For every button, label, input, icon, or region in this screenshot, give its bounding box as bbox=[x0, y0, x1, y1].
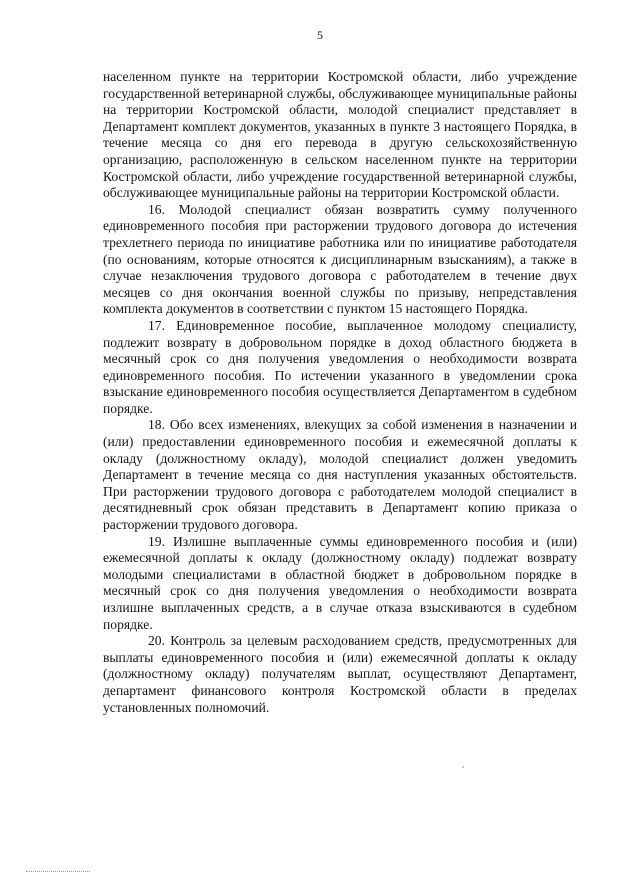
paragraph-16: 16. Молодой специалист обязан возвратить сумму полученного единовременного пособия при расторжении трудового договора до истечения трехлетнего периода по инициативе работника или по инициативе работодателя (по основаниям, которые относятся к дисциплинарным взысканиям), а также в случае незаключения трудового договора с работодателем в течение двух месяцев со дня окончания военной службы по призыву, непредставления комплекта документов в соответствии с пунктом 15 настоящего Порядка. bbox=[103, 201, 577, 317]
paragraph-15-continuation: населенном пункте на территории Костромской области, либо учреждение государственной ветеринарной службы, обслуживающее муниципальные районы на территории Костромской области, молодой специалист представляет в Департамент комплект документов, указанных в пункте 3 настоящего Порядка, в течение месяца со дня его перевода в другую сельскохозяйственную организацию, расположенную в сельском населенном пункте на территории Костромской области, либо учреждение государственной ветеринарной службы, обслуживающее муниципальные районы на территории Костромской области. bbox=[103, 69, 577, 201]
paragraph-19: 19. Излишне выплаченные суммы единовременного пособия и (или) ежемесячной доплаты к окладу (должностному окладу) подлежат возврату молодыми специалистами в областной бюджет в добровольном порядке в месячный срок со дня получения уведомления о необходимости возврата излишне выплаченных средств, а в случае отказа взыскиваются в судебном порядке. bbox=[103, 533, 577, 632]
paragraph-17: 17. Единовременное пособие, выплаченное молодому специалисту, подлежит возврату в добровольном порядке в доход областного бюджета в месячный срок со дня получения уведомления о необходимости возврата единовременного пособия. По истечении указанного в уведомлении срока взыскание единовременного пособия осуществляется Департаментом в судебном порядке. bbox=[103, 317, 577, 416]
footer-rule bbox=[26, 871, 90, 872]
page-number: 5 bbox=[317, 28, 323, 42]
paragraph-20: 20. Контроль за целевым расходованием средств, предусмотренных для выплаты единовременного пособия и (или) ежемесячной доплаты к окладу (должностному окладу) получателям выплат, осуществляют Департамент, департамент финансового контроля Костромской области в пределах установленных полномочий. bbox=[103, 633, 577, 715]
scan-speck bbox=[462, 766, 464, 768]
paragraph-18: 18. Обо всех изменениях, влекущих за собой изменения в назначении и (или) предоставлении единовременного пособия и ежемесячной доплаты к окладу (должностному окладу), молодой специалист должен уведомить Департамент в течение месяца со дня наступления указанных обстоятельств. При расторжении трудового договора с работодателем молодой специалист в десятидневный срок обязан представить в Департамент копию приказа о расторжении трудового договора. bbox=[103, 417, 577, 533]
document-body bbox=[103, 69, 577, 716]
